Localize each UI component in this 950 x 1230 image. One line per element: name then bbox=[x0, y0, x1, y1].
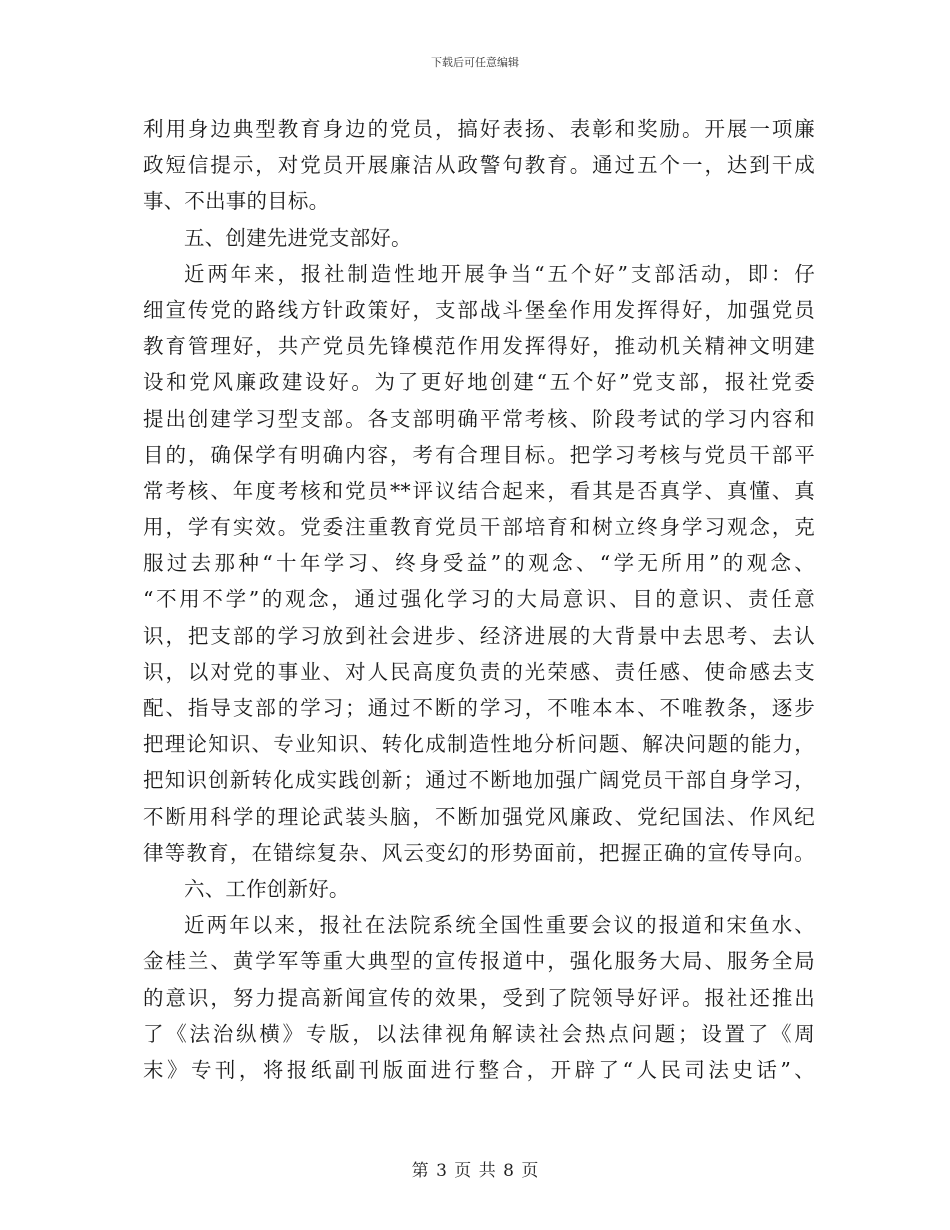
text-line: 提出创建学习型支部。各支部明确平常考核、阶段考试的学习内容和 bbox=[143, 406, 815, 431]
text-line: 目的，确保学有明确内容，考有合理目标。把学习考核与党员干部平 bbox=[143, 442, 815, 467]
text-line: 识，以对党的事业、对人民高度负责的光荣感、责任感、使命感去支 bbox=[143, 659, 815, 684]
text-line: 政短信提示，对党员开展廉洁从政警句教育。通过五个一，达到干成 bbox=[143, 153, 815, 178]
document-body bbox=[143, 111, 815, 1088]
text-line: 把理论知识、专业知识、转化成制造性地分析问题、解决问题的能力， bbox=[143, 732, 815, 757]
text-line: 配、指导支部的学习；通过不断的学习，不唯本本、不唯教条，逐步 bbox=[143, 696, 815, 720]
text-line: 不断用科学的理论武装头脑，不断加强党风廉政、党纪国法、作风纪 bbox=[143, 804, 815, 829]
text-line: 用，学有实效。党委注重教育党员干部培育和树立终身学习观念，克 bbox=[143, 515, 815, 540]
text-line: 教育管理好，共产党员先锋模范作用发挥得好，推动机关精神文明建 bbox=[143, 334, 815, 359]
text-line: “不用不学”的观念，通过强化学习的大局意识、目的意识、责任意 bbox=[143, 587, 815, 612]
text-line: 服过去那种“十年学习、终身受益”的观念、“学无所用”的观念、 bbox=[143, 551, 815, 576]
section-heading: 六、工作创新好。 bbox=[184, 876, 350, 901]
text-line: 近两年以来，报社在法院系统全国性重要会议的报道和宋鱼水、 bbox=[184, 913, 815, 938]
text-line: 末》专刊，将报纸副刊版面进行整合，开辟了“人民司法史话”、 bbox=[143, 1057, 815, 1082]
page-header: 下载后可任意编辑 bbox=[431, 56, 519, 69]
text-line: 常考核、年度考核和党员**评议结合起来，看其是否真学、真懂、真 bbox=[143, 478, 815, 503]
text-line: 细宣传党的路线方针政策好，支部战斗堡垒作用发挥得好，加强党员 bbox=[143, 297, 815, 322]
text-line: 设和党风廉政建设好。为了更好地创建“五个好”党支部，报社党委 bbox=[143, 370, 815, 395]
page-number-footer: 第 3 页 共 8 页 bbox=[411, 1161, 539, 1181]
text-line: 金桂兰、黄学军等重大典型的宣传报道中，强化服务大局、服务全局 bbox=[143, 949, 815, 974]
text-line: 律等教育，在错综复杂、风云变幻的形势面前，把握正确的宣传导向。 bbox=[143, 840, 815, 865]
text-line: 了《法治纵横》专版，以法律视角解读社会热点问题；设置了《周 bbox=[143, 1021, 815, 1046]
text-line: 识，把支部的学习放到社会进步、经济进展的大背景中去思考、去认 bbox=[143, 623, 815, 648]
text-line: 利用身边典型教育身边的党员，搞好表扬、表彰和奖励。开展一项廉 bbox=[143, 117, 815, 141]
text-line: 事、不出事的目标。 bbox=[143, 189, 330, 214]
section-heading: 五、创建先进党支部好。 bbox=[184, 225, 412, 250]
text-line: 的意识，努力提高新闻宣传的效果，受到了院领导好评。报社还推出 bbox=[143, 985, 815, 1010]
text-line: 把知识创新转化成实践创新；通过不断地加强广阔党员干部自身学习， bbox=[143, 768, 815, 793]
text-line: 近两年来，报社制造性地开展争当“五个好”支部活动，即：仔 bbox=[184, 261, 815, 286]
